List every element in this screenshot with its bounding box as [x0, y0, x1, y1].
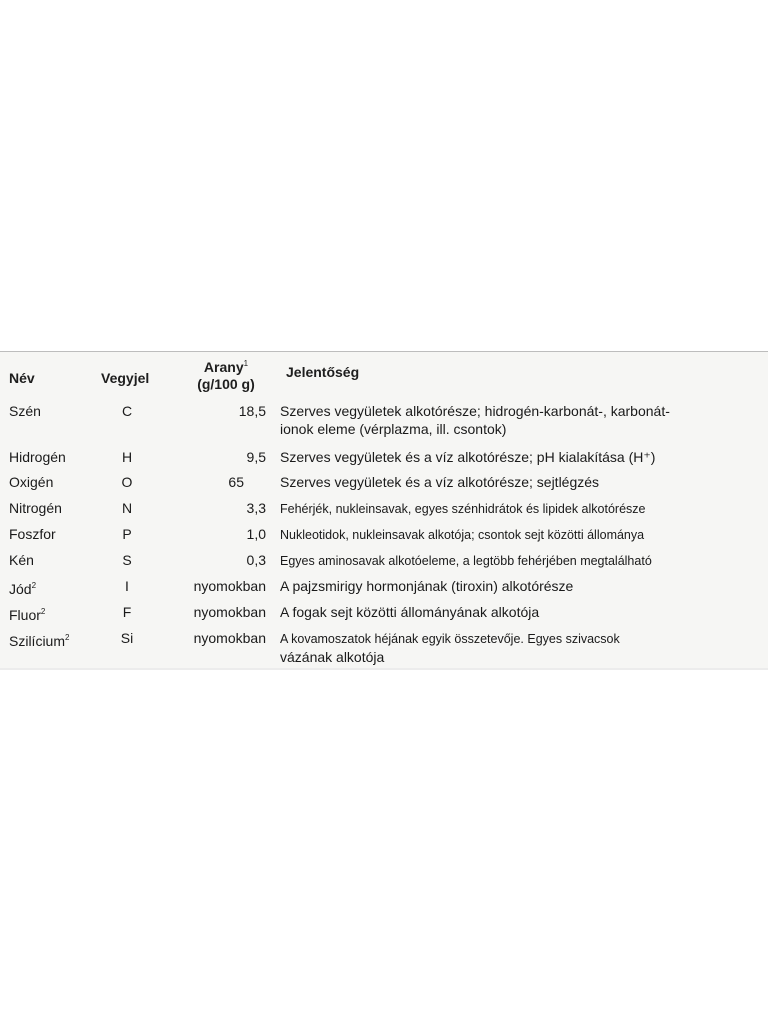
element-name: Nitrogén [9, 500, 62, 516]
element-ratio: 3,3 [246, 500, 266, 516]
element-footnote: 2 [65, 633, 70, 642]
header-ratio-label: Arany [203, 359, 244, 375]
element-symbol: C [121, 403, 133, 419]
element-name: Jód$^2$ [9, 581, 37, 597]
element-significance: Szerves vegyületek alkotórésze; hidrogén-karbonát-, karbonát- ionok eleme (vérplazma, ill. csontok) [280, 403, 670, 437]
element-name: Fluor$^2$ [9, 607, 46, 623]
element-name: Hidrogén [9, 449, 66, 465]
element-ratio: 9,5 [246, 449, 266, 465]
element-significance: Fehérjék, nukleinsavak, egyes szénhidrátok és lipidek alkotórésze [280, 502, 646, 516]
element-ratio: nyomokban [193, 578, 266, 594]
element-significance: Szerves vegyületek és a víz alkotórésze; pH kialakítása (H⁺) [280, 449, 656, 465]
element-significance: A kovamoszatok héjának egyik összetevője. Egyes szivacsok vázának alkotója [280, 632, 620, 665]
header-ratio-footnote: 1 [243, 359, 249, 368]
element-name: Szilícium$^2$ [9, 633, 70, 649]
element-symbol: P [122, 526, 132, 542]
element-symbol: N [121, 500, 133, 516]
element-symbol: O [121, 474, 133, 490]
element-name: Foszfor [9, 526, 56, 542]
header-ratio [176, 355, 276, 393]
scan-edge [0, 668, 768, 670]
element-table [0, 351, 768, 670]
element-significance: A fogak sejt közötti állományának alkotója [280, 604, 540, 620]
element-significance: A pajzsmirigy hormonjának (tiroxin) alkotórésze [280, 578, 574, 594]
element-footnote: 2 [31, 581, 37, 590]
element-ratio: 65 [228, 474, 244, 490]
element-ratio: nyomokban [193, 630, 266, 646]
element-name: Oxigén [9, 474, 54, 490]
element-footnote: 2 [40, 607, 46, 616]
element-ratio: 18,5 [238, 403, 266, 419]
element-symbol: F [122, 604, 132, 620]
element-ratio: 0,3 [246, 552, 266, 568]
element-symbol: Si [120, 630, 134, 646]
element-significance: Szerves vegyületek és a víz alkotórésze; sejtlégzés [280, 474, 600, 490]
element-ratio: nyomokban [193, 604, 266, 620]
element-symbol: S [122, 552, 132, 568]
element-ratio: 1,0 [246, 526, 266, 542]
header-significance: Jelentőség [286, 364, 360, 380]
element-significance: Egyes aminosavak alkotóeleme, a legtöbb fehérjében megtalálható [280, 554, 652, 568]
element-symbol: I [125, 578, 129, 594]
element-significance: Nukleotidok, nukleinsavak alkotója; csontok sejt közötti állománya [280, 528, 645, 542]
header-ratio-unit: (g/100 g) [197, 376, 255, 392]
element-name: Szén [9, 403, 41, 419]
element-name: Kén [9, 552, 34, 568]
element-symbol: H [121, 449, 133, 465]
header-name: Név [9, 370, 35, 386]
header-symbol: Vegyjel [101, 370, 150, 386]
